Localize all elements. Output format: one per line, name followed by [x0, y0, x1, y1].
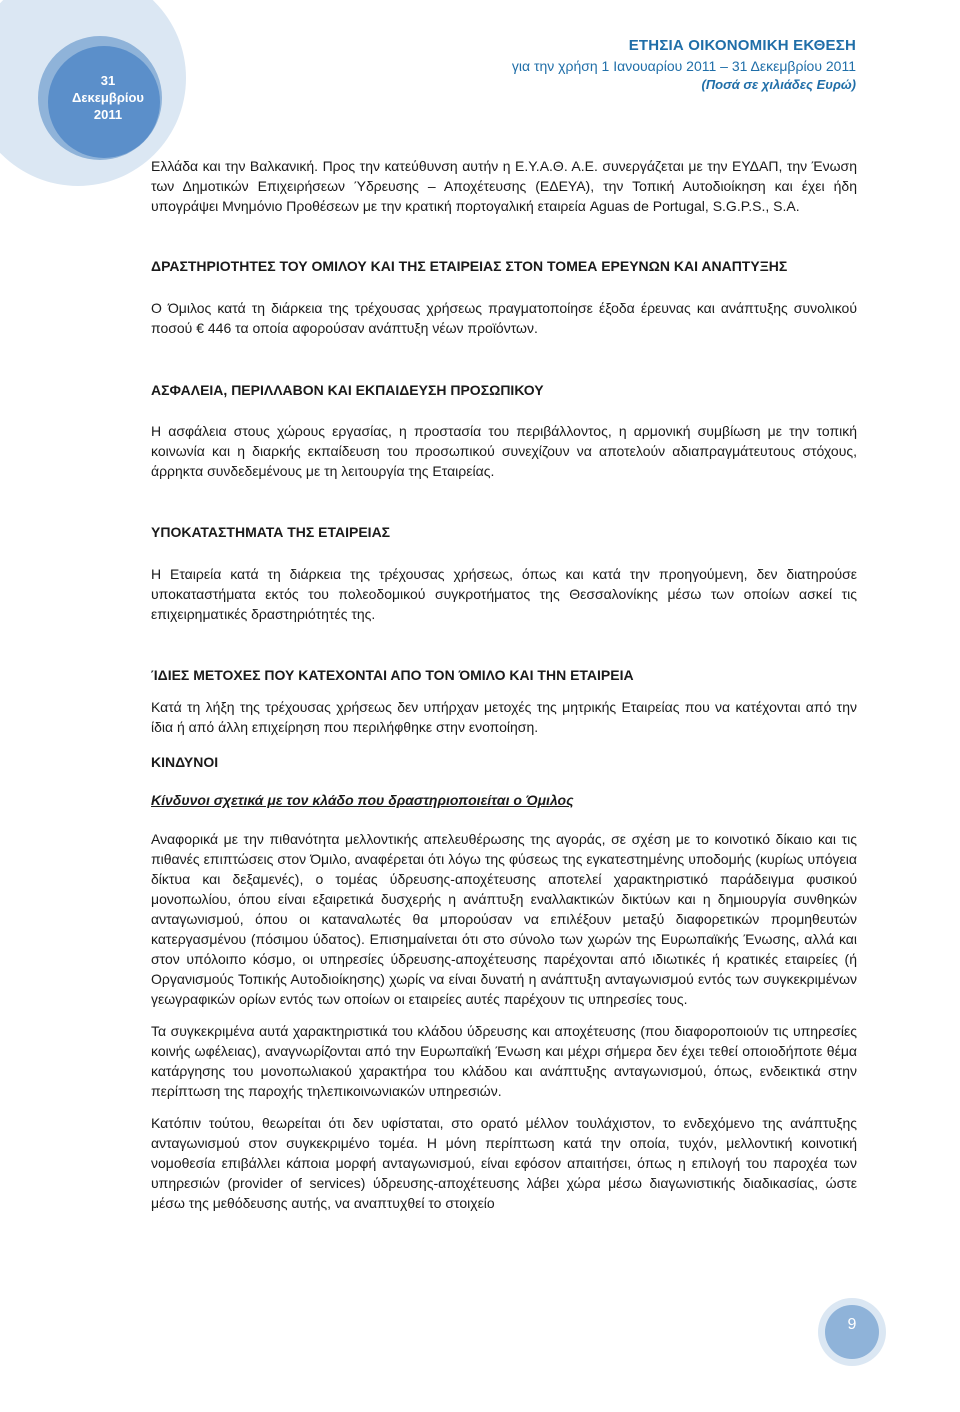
- intro-paragraph: Ελλάδα και την Βαλκανική. Προς την κατεύθυνση αυτήν η Ε.Υ.Α.Θ. Α.Ε. συνεργάζεται με την ΕΥΔΑΠ, την Ένωση των Δημοτικών Επιχειρήσεων Ύδρευσης – Αποχέτευσης (ΕΔΕΥΑ), την Τοπική Αυτοδιοίκηση και έχει ήδη υπογράψει Μνημόνιο Προθέσεων με την κρατική πορτογαλική εταιρεία Aguas de Portugal, S.G.P.S., S.A.: [151, 158, 857, 214]
- report-period: για την χρήση 1 Ιανουαρίου 2011 – 31 Δεκεμβρίου 2011: [511, 58, 856, 74]
- risks-paragraph-2: Τα συγκεκριμένα αυτά χαρακτηριστικά του κλάδου ύδρευσης και αποχέτευσης (που διαφοροποιούν τις υπηρεσίες κοινής ωφέλειας), αναγνωρίζονται από την Ευρωπαϊκή Ένωση και μέχρι σήμερα δεν έχει τεθεί οποιοδήποτε θέμα κατάργησης του μονοπωλιακού χαρακτήρα του κλάδου και ανάπτυξης ανταγωνισμού, όπως, ενδεικτικά στην περίπτωση της παροχής τηλεπικοινωνιακών υπηρεσιών.: [151, 1023, 857, 1099]
- safety-heading: ΑΣΦΑΛΕΙΑ, ΠΕΡΙΛΛΑΒΟΝ ΚΑΙ ΕΚΠΑΙΔΕΥΣΗ ΠΡΟΣΩΠΙΚΟΥ: [151, 382, 544, 398]
- own-shares-heading: ΊΔΙΕΣ ΜΕΤΟΧΕΣ ΠΟΥ ΚΑΤΕΧΟΝΤΑΙ ΑΠΟ ΤΟΝ ΌΜΙΛΟ ΚΑΙ ΤΗΝ ΕΤΑΙΡΕΙΑ: [151, 667, 634, 683]
- risks-heading: ΚΙΝΔΥΝΟΙ: [151, 754, 219, 770]
- badge-date: [58, 72, 158, 123]
- safety-paragraph: Η ασφάλεια στους χώρους εργασίας, η προστασία του περιβάλλοντος, η αρμονική συμβίωση με την τοπική κοινωνία και η διαρκής εκπαίδευση του προσωπικού συνεχίζουν να αποτελούν αδιαπραγμάτευτους στόχους, άρρηκτα συνδεδεμένους με τη λειτουργία της Εταιρείας.: [151, 423, 857, 479]
- document-body: [151, 156, 857, 1213]
- amounts-note: (Ποσά σε χιλιάδες Ευρώ): [701, 77, 856, 92]
- badge-day: 31: [100, 73, 116, 88]
- branches-heading: ΥΠΟΚΑΤΑΣΤΗΜΑΤΑ ΤΗΣ ΕΤΑΙΡΕΙΑΣ: [151, 524, 391, 540]
- own-shares-paragraph: Κατά τη λήξη της τρέχουσας χρήσεως δεν υπήρχαν μετοχές της μητρικής Εταιρείας που να κατέχονται από την ίδια ή από άλλη επιχείρηση που περιλήφθηκε στην ενοποίηση.: [151, 699, 857, 735]
- badge-month: Δεκεμβρίου: [72, 90, 144, 105]
- rd-heading: ΔΡΑΣΤΗΡΙΟΤΗΤΕΣ ΤΟΥ ΟΜΙΛΟΥ ΚΑΙ ΤΗΣ ΕΤΑΙΡΕΙΑΣ ΣΤΟΝ ΤΟΜΕΑ ΕΡΕΥΝΩΝ ΚΑΙ ΑΝΑΠΤΥΞΗΣ: [151, 258, 788, 274]
- branches-paragraph: Η Εταιρεία κατά τη διάρκεια της τρέχουσας χρήσεως, όπως και κατά την προηγούμενη, δεν διατηρούσε υποκαταστήματα εκτός του πολεοδομικού συγκροτήματος της Θεσσαλονίκης μέσω των οποίων ασκεί τις επιχειρηματικές δραστηριότητές της.: [151, 566, 857, 622]
- report-header: [512, 36, 856, 94]
- risks-subheading: Κίνδυνοι σχετικά με τον κλάδο που δραστηριοποιείται ο Όμιλος: [151, 792, 574, 808]
- risks-paragraph-3: Κατόπιν τούτου, θεωρείται ότι δεν υφίσταται, στο ορατό μέλλον τουλάχιστον, το ενδεχόμενο της ανάπτυξης ανταγωνισμού στον συγκεκριμένο τομέα. Η μόνη περίπτωση κατά την οποία, τυχόν, μελλοντική κοινοτική νομοθεσία επιβάλλει κάποια μορφή ανταγωνισμού, είναι εφόσον απαιτήσει, όπως η επιλογή του παροχέα των υπηρεσιών (provider of services) ύδρευσης-αποχέτευσης λάβει χώρα μέσω διαγωνιστικής διαδικασίας, ώστε μέσω της μεθόδευσης αυτής, να αναπτυχθεί το στοιχείο: [151, 1115, 857, 1211]
- page-number: 9: [847, 1316, 857, 1333]
- rd-paragraph: Ο Όμιλος κατά τη διάρκεια της τρέχουσας χρήσεως πραγματοποίησε έξοδα έρευνας και ανάπτυξης συνολικού ποσού € 446 τα οποία αφορούσαν ανάπτυξη νέων προϊόντων.: [151, 300, 857, 336]
- risks-paragraph-1: Αναφορικά με την πιθανότητα μελλοντικής απελευθέρωσης της αγοράς, σε σχέση με το κοινοτικό δίκαιο και τις πιθανές επιπτώσεις στον Όμιλο, αναφέρεται ότι λόγω της φύσεως της εγκατεστημένης υποδομής (κυρίως υπόγεια δίκτυα και δεξαμενές), ο τομέας ύδρευσης-αποχέτευσης αποτελεί χαρακτηριστικό παράδειγμα φυσικού μονοπωλίου, όπου είναι εξαιρετικά δυσχερής η ανάπτυξη εναλλακτικών δικτύων και η δημιουργία συνθηκών ανταγωνισμού, όπου οι καταναλωτές θα μπορούσαν να επιλέξουν μεταξύ διαφορετικών προμηθευτών κατεργασμένου (πόσιμου ύδατος). Επισημαίνεται ότι στο σύνολο των χωρών της Ευρωπαϊκής Ένωσης, αλλά και στον υπόλοιπο κόσμο, οι υπηρεσίες ύδρευσης-αποχέτευσης παρέχονται από ιδιωτικές ή κρατικές εταιρείες (ή Οργανισμούς Τοπικής Αυτοδιοίκησης) χωρίς να είναι δυνατή η ανάπτυξη ανταγωνισμού εντός των συγκεκριμένων γεωγραφικών ορίων εντός των οποίων οι εταιρείες αυτές παρέχουν τις υπηρεσίες τους.: [151, 831, 857, 1007]
- report-title: ΕΤΗΣΙΑ ΟΙΚΟΝΟΜΙΚΗ ΕΚΘΕΣΗ: [628, 37, 856, 54]
- badge-year: 2011: [93, 107, 123, 122]
